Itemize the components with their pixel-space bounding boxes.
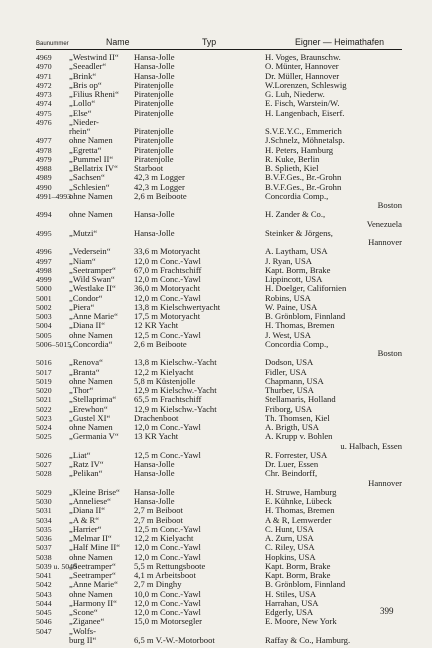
row-eigner: H. Struwe, Hamburg (265, 486, 337, 497)
row-typ: Piratenjolle (134, 153, 174, 164)
row-name: „Erewhon“ (69, 403, 108, 414)
row-name: ohne Namen (69, 190, 113, 201)
table-row (36, 469, 416, 478)
row-baunummer: 5020 (36, 386, 52, 395)
row-typ: 5,5 m Rettungsboote (134, 560, 206, 571)
row-name: „Egretta“ (69, 144, 102, 155)
row-baunummer: 4991–4993 (36, 191, 72, 201)
row-name: „Lollo“ (69, 98, 96, 109)
row-eigner: H. Langenbach, Eiserf. (265, 107, 345, 118)
row-baunummer: 4999 (36, 275, 52, 284)
row-typ: 2,6 m Beiboote (134, 190, 187, 201)
row-name: „Harmony II“ (69, 597, 117, 608)
row-typ: 6,5 m V.-W.-Motorboot (134, 634, 215, 645)
row-eigner: Robins, USA (265, 292, 311, 303)
row-eigner: B.V.F.Ges., Br.-Grohn (265, 172, 342, 183)
row-typ: Piratenjolle (134, 89, 174, 99)
row-name: „Thor“ (69, 385, 94, 395)
row-eigner: Boston (377, 348, 402, 358)
header-eigner: Eigner — Heimathafen (295, 37, 384, 47)
row-name: „Ratz IV“ (69, 459, 104, 469)
row-baunummer: 4970 (36, 62, 52, 72)
row-typ: Hansa-Jolle (134, 486, 175, 497)
row-eigner: H. Peters, Hamburg (265, 144, 334, 155)
row-baunummer: 4974 (36, 99, 52, 109)
row-name: „Stellaprima“ (69, 394, 117, 405)
row-baunummer: 5003 (36, 312, 52, 321)
row-baunummer: 5000 (36, 284, 52, 294)
row-baunummer: 4989 (36, 173, 52, 183)
row-baunummer: 5041 (36, 571, 52, 580)
row-baunummer: 5043 (36, 589, 52, 599)
row-typ: Starboot (134, 163, 164, 173)
table-row (36, 210, 416, 219)
row-name: „Niam“ (69, 255, 96, 266)
row-eigner: A. Laytham, USA (265, 246, 328, 257)
row-eigner: B. Grönblom, Finnland (265, 311, 346, 321)
row-name: „Half Mine II“ (69, 542, 121, 553)
row-typ: 12,5 m Conc.-Yawl (134, 449, 201, 460)
row-name: „Germania V“ (69, 431, 119, 442)
row-baunummer: 5004 (36, 321, 52, 331)
row-name: ohne Namen (69, 551, 113, 562)
row-baunummer: 5021 (36, 395, 52, 405)
row-baunummer: 4978 (36, 145, 52, 155)
row-baunummer: 5034 (36, 515, 52, 525)
row-baunummer: 4997 (36, 256, 52, 266)
row-typ: 17,5 m Motoryacht (134, 311, 201, 321)
row-name: „Vedersein“ (69, 246, 111, 257)
row-baunummer: 5045 (36, 608, 52, 617)
row-name: „Wild Swan“ (69, 274, 115, 284)
row-name: „Westwind II“ (69, 52, 119, 62)
row-typ: 2,7 m Beiboot (134, 514, 183, 525)
row-baunummer: 4971 (36, 71, 52, 81)
row-typ: 12,5 m Conc.-Yawl (134, 329, 201, 340)
row-typ: 42,3 m Logger (134, 172, 185, 183)
row-name: „Melmar II“ (69, 533, 112, 543)
table-row (36, 377, 416, 386)
row-baunummer: 5017 (36, 367, 52, 377)
row-name: „Bellatrix IV“ (69, 163, 118, 173)
row-name: „Else“ (69, 107, 92, 118)
row-eigner: G. Luh, Niederw. (265, 89, 325, 99)
row-name: „Anne Marie“ (69, 579, 118, 590)
row-baunummer: 5016 (36, 358, 52, 368)
row-eigner: Hopkins, USA (265, 551, 316, 562)
row-eigner: Raffay & Co., Hamburg. (265, 634, 351, 645)
row-eigner: B. Grönblom, Finnland (265, 579, 346, 590)
row-typ: 12,0 m Conc.-Yawl (134, 542, 201, 553)
row-typ: 5,8 m Küstenjolle (134, 375, 196, 386)
header-typ: Typ (202, 37, 217, 47)
row-eigner: Steinker & Jörgens, (265, 227, 333, 238)
row-eigner: C. Hunt, USA (265, 523, 314, 534)
row-baunummer: 5047 (36, 626, 52, 636)
row-typ: Hansa-Jolle (134, 61, 175, 72)
row-name: „Seetramper“ (69, 570, 116, 580)
row-eigner: Dr. Müller, Hannover (265, 70, 340, 81)
row-baunummer: 5038 (36, 552, 52, 562)
row-baunummer: 5037 (36, 543, 52, 553)
row-eigner: J. West, USA (265, 329, 311, 340)
row-eigner: Th. Thomsen, Kiel (265, 412, 330, 423)
row-name: „Diana II“ (69, 320, 106, 331)
row-name: burg II“ (69, 634, 97, 645)
row-name: ohne Namen (69, 329, 113, 340)
row-eigner: Lippincott, USA (265, 274, 323, 284)
row-baunummer: 5024 (36, 423, 52, 432)
row-typ: 12 KR Yacht (134, 320, 179, 331)
row-typ: 13,8 m Kielschw.-Yacht (134, 357, 217, 368)
row-baunummer: 5001 (36, 293, 52, 303)
row-name: „Scone“ (69, 607, 98, 617)
row-eigner: J.Schnelz, Möhnetalsp. (265, 135, 345, 146)
row-typ: 12,0 m Conc.-Yawl (134, 292, 201, 303)
row-name: „Kleine Brise“ (69, 486, 120, 497)
row-name: „Mutzi“ (69, 227, 98, 238)
row-name: „Pelikan“ (69, 468, 103, 479)
header-name: Name (106, 37, 130, 47)
row-eigner: A. Zurn, USA (265, 533, 314, 543)
row-typ: 15,0 m Motorsegler (134, 616, 203, 627)
table-row (36, 118, 416, 127)
row-name: „Condor“ (69, 292, 103, 303)
row-eigner: Fidler, USA (265, 366, 307, 377)
row-eigner: H. Stiles, USA (265, 588, 317, 599)
row-name: „Schlesien“ (69, 181, 110, 192)
row-typ: 12,0 m Conc.-Yawl (134, 607, 201, 617)
row-baunummer: 5026 (36, 450, 52, 460)
row-typ: 12,2 m Kielyacht (134, 533, 194, 543)
row-typ: Piratenjolle (134, 144, 174, 155)
table-row (36, 192, 416, 201)
row-baunummer: 5039 u. 5040 (36, 561, 77, 571)
row-eigner: Concordia Comp., (265, 338, 329, 349)
row-typ: Piratenjolle (134, 98, 174, 109)
row-name: „Sachsen“ (69, 172, 105, 183)
row-eigner: E. Kühnke, Lübeck (265, 496, 332, 506)
row-typ: 67,0 m Frachtschiff (134, 264, 202, 275)
row-name: „Nieder- (69, 116, 99, 127)
row-name: „Anne Marie“ (69, 311, 118, 321)
row-eigner: B. Splieth, Kiel (265, 163, 319, 173)
row-baunummer: 5031 (36, 506, 52, 516)
row-typ: 42,3 m Logger (134, 181, 185, 192)
row-eigner: Hannover (368, 477, 402, 488)
row-name: „Branta“ (69, 366, 100, 377)
row-name: „Westlake II“ (69, 283, 116, 294)
row-baunummer: 5027 (36, 460, 52, 469)
row-eigner: Harrahan, USA (265, 597, 319, 608)
row-eigner: J. Ryan, USA (265, 255, 312, 266)
row-baunummer: 4973 (36, 90, 52, 99)
row-name: „Ziganee“ (69, 616, 105, 627)
row-baunummer: 4977 (36, 136, 52, 146)
row-baunummer: 5035 (36, 524, 52, 534)
row-baunummer: 4996 (36, 247, 52, 257)
row-baunummer: 4972 (36, 80, 52, 90)
row-baunummer: 5028 (36, 469, 52, 479)
row-eigner: Thurber, USA (265, 385, 314, 395)
row-eigner: R. Kuke, Berlin (265, 153, 320, 164)
row-baunummer: 4990 (36, 182, 52, 192)
row-eigner: Hannover (368, 237, 402, 247)
row-name: ohne Namen (69, 422, 113, 432)
row-eigner: C. Riley, USA (265, 542, 315, 553)
row-eigner: Chapmann, USA (265, 375, 324, 386)
row-eigner: A & R, Lemwerder (265, 514, 332, 525)
row-baunummer: 5025 (36, 432, 52, 442)
row-eigner: H. Zander & Co., (265, 209, 326, 220)
row-typ: Hansa-Jolle (134, 468, 175, 479)
row-eigner: H. Thomas, Bremen (265, 320, 335, 331)
row-typ: 10,0 m Conc.-Yawl (134, 588, 201, 599)
row-eigner: S.V.E.Y.C., Emmerich (265, 126, 342, 136)
row-eigner: Kapt. Borm, Brake (265, 560, 331, 571)
row-baunummer: 5005 (36, 330, 52, 340)
row-name: „Harrier“ (69, 523, 102, 534)
row-typ: 12,2 m Kielyacht (134, 366, 194, 377)
row-typ: 12,0 m Conc.-Yawl (134, 274, 201, 284)
row-baunummer: 5002 (36, 302, 52, 312)
row-eigner: Dodson, USA (265, 357, 314, 368)
row-typ: 12,0 m Conc.-Yawl (134, 422, 201, 432)
row-typ: 13,8 m Kielschwertyacht (134, 301, 221, 312)
row-eigner: H. Doelger, Californien (265, 283, 347, 294)
row-name: „Liat“ (69, 449, 91, 460)
row-eigner: Concordia Comp., (265, 190, 329, 201)
row-typ: 36,0 m Motoryacht (134, 283, 201, 294)
row-typ: 12,0 m Conc.-Yawl (134, 551, 201, 562)
row-baunummer: 5046 (36, 617, 52, 627)
row-eigner: W. Paine, USA (265, 301, 318, 312)
row-eigner: E. Moore, New York (265, 616, 337, 627)
row-eigner: Edgerly, USA (265, 607, 314, 617)
table-row (36, 99, 416, 108)
table-body (36, 53, 416, 645)
row-name: „Concordia“ (69, 338, 113, 349)
row-eigner: Dr. Luer, Essen (265, 459, 319, 469)
row-typ: Hansa-Jolle (134, 496, 175, 506)
row-baunummer: 4995 (36, 228, 52, 238)
row-name: „Gustel XI“ (69, 412, 111, 423)
row-typ: 12,9 m Kielschw.-Yacht (134, 385, 217, 395)
table-header (36, 38, 402, 50)
row-typ: Hansa-Jolle (134, 52, 175, 62)
row-baunummer: 5019 (36, 376, 52, 386)
row-typ: 13 KR Yacht (134, 431, 179, 442)
row-typ: 12,5 m Conc.-Yawl (134, 523, 201, 534)
row-typ: Drachenboot (134, 412, 179, 423)
row-name: „A & R“ (69, 514, 100, 525)
row-name: „Seeadler“ (69, 61, 107, 72)
row-eigner: Kapt. Borm, Brake (265, 570, 331, 580)
page-number: 399 (380, 606, 394, 616)
row-name: „Renova“ (69, 357, 103, 368)
row-typ: 4,1 m Arbeitsboot (134, 570, 196, 580)
row-baunummer: 5042 (36, 580, 52, 590)
row-typ: 12,9 m Kielschw.-Yacht (134, 403, 217, 414)
row-baunummer: 5030 (36, 497, 52, 506)
row-eigner: B.V.F.Ges., Br.-Grohn (265, 181, 342, 192)
row-name: „Seetramper“ (69, 560, 116, 571)
row-eigner: H. Voges, Braunschw. (265, 52, 341, 62)
row-eigner: Boston (377, 200, 402, 210)
row-typ: 12,0 m Conc.-Yawl (134, 597, 201, 608)
row-baunummer: 4975 (36, 108, 52, 118)
row-typ: Piratenjolle (134, 135, 174, 146)
row-typ: 65,5 m Frachtschiff (134, 394, 202, 405)
row-name: „Diana II“ (69, 505, 106, 516)
row-typ: 33,6 m Motoryacht (134, 246, 201, 257)
row-typ: 12,0 m Conc.-Yawl (134, 255, 201, 266)
header-baunummer: Baunummer (36, 41, 69, 47)
row-name: ohne Namen (69, 375, 113, 386)
row-baunummer: 4979 (36, 154, 52, 164)
row-baunummer: 5044 (36, 598, 52, 608)
row-name: „Brink“ (69, 70, 97, 81)
row-typ: Piratenjolle (134, 126, 174, 136)
table-row (36, 340, 416, 349)
row-name: „Filius Rheni“ (69, 89, 119, 99)
row-baunummer: 4988 (36, 164, 52, 173)
row-name: rhein“ (69, 126, 91, 136)
row-eigner: R. Forrester, USA (265, 449, 328, 460)
row-typ: Hansa-Jolle (134, 70, 175, 81)
row-baunummer: 4969 (36, 53, 52, 62)
row-name: ohne Namen (69, 209, 113, 220)
row-name: „Wolfs- (69, 625, 96, 636)
row-eigner: u. Halbach, Essen (340, 440, 402, 451)
row-baunummer: 5006–5015 (36, 339, 72, 349)
row-baunummer: 5022 (36, 404, 52, 414)
row-eigner: Friborg, USA (265, 403, 313, 414)
row-typ: Hansa-Jolle (134, 209, 175, 220)
row-eigner: E. Fisch, Warstein/W. (265, 98, 340, 109)
row-name: „Anneliese“ (69, 496, 111, 506)
row-eigner: O. Münter, Hannover (265, 61, 339, 72)
row-typ: 2,6 m Beiboote (134, 338, 187, 349)
table-row (36, 229, 416, 238)
row-name: ohne Namen (69, 588, 113, 599)
table-row (36, 442, 416, 451)
row-baunummer: 5029 (36, 487, 52, 497)
row-eigner: A. Krupp v. Bohlen (265, 431, 333, 442)
row-baunummer: 4976 (36, 117, 52, 127)
row-eigner: Chr. Beindorff, (265, 468, 318, 479)
row-typ: Piratenjolle (134, 79, 174, 90)
row-baunummer: 4994 (36, 210, 52, 220)
row-baunummer: 4998 (36, 265, 52, 275)
row-typ: 2,7 m Dinghy (134, 579, 182, 590)
table-row (36, 636, 416, 645)
row-name: „Pummel II“ (69, 153, 114, 164)
row-eigner: Venezuela (366, 218, 402, 229)
row-typ: Hansa-Jolle (134, 459, 175, 469)
row-name: ohne Namen (69, 135, 113, 146)
row-eigner: A. Brigth, USA (265, 422, 319, 432)
row-name: „Piera“ (69, 301, 95, 312)
row-typ: Piratenjolle (134, 107, 174, 118)
row-baunummer: 5036 (36, 534, 52, 543)
row-typ: Hansa-Jolle (134, 227, 175, 238)
row-eigner: Stellamaris, Holland (265, 394, 336, 405)
row-eigner: H. Thomas, Bremen (265, 505, 335, 516)
row-name: „Seetramper“ (69, 264, 116, 275)
row-name: „Bris op“ (69, 79, 102, 90)
row-eigner: W.Lorenzen, Schleswig (265, 79, 347, 90)
row-baunummer: 5023 (36, 413, 52, 423)
row-typ: 2,7 m Beiboot (134, 505, 183, 516)
row-eigner: Kapt. Borm, Brake (265, 264, 331, 275)
